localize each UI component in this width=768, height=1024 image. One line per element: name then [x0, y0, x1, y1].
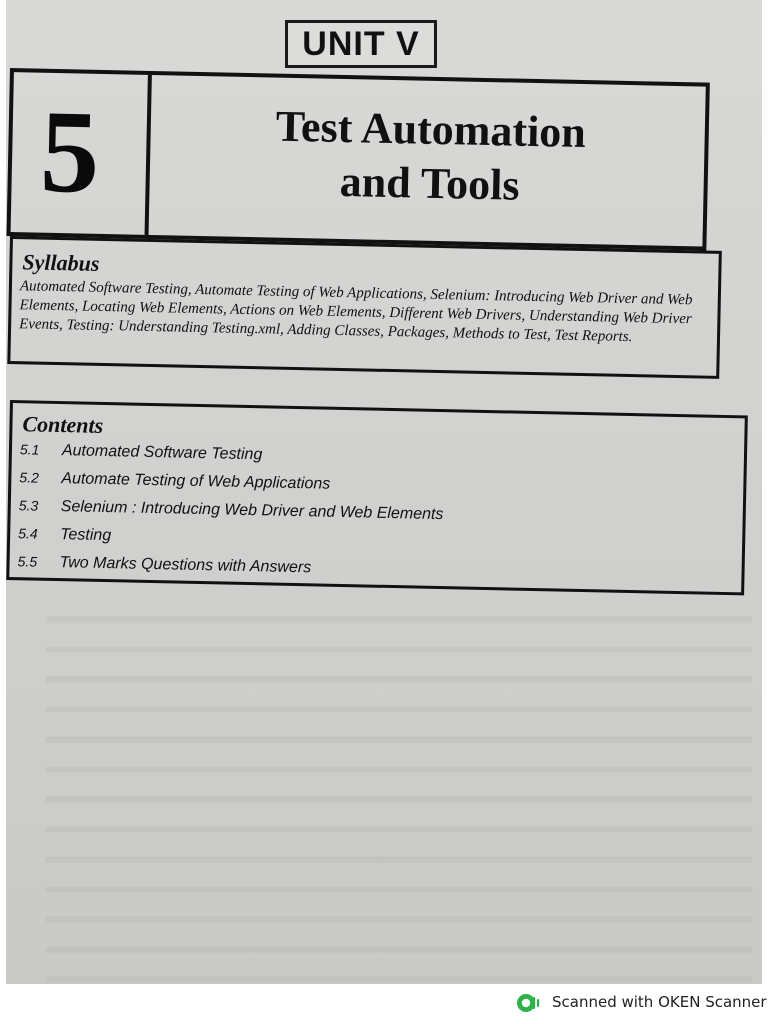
oken-scanner-logo-icon — [516, 992, 542, 1014]
unit-label: UNIT V — [302, 24, 420, 63]
syllabus-text: Automated Software Testing, Automate Testing of Web Applications, Selenium: Introducing Web Driver and Web Elements, Locating Web Elements, Actions on Web Elements, Different Web Drivers, Understanding Web Driver Events, Testing: Understanding Testing.xml, Adding Classes, Packages, Methods to Test, Test Reports. — [18, 278, 693, 346]
toc-item-label: Selenium : Introducing Web Driver and Web Elements — [60, 498, 444, 524]
toc-item-number: 5.2 — [19, 469, 40, 486]
toc-item-number: 5.3 — [18, 497, 39, 514]
chapter-title-box — [6, 68, 709, 251]
toc-item-label: Automate Testing of Web Applications — [61, 470, 331, 493]
chapter-title-line2: and Tools — [339, 156, 521, 210]
syllabus-box — [7, 236, 722, 379]
scanned-page — [6, 0, 762, 984]
toc-item-number: 5.1 — [19, 441, 40, 458]
contents-heading: Contents — [22, 411, 104, 438]
contents-box — [6, 400, 748, 595]
unit-label-box — [285, 20, 437, 68]
toc-item-number: 5.4 — [18, 525, 38, 542]
toc-item-number: 5.5 — [17, 553, 38, 570]
chapter-number: 5 — [38, 85, 101, 218]
chapter-title-panel — [145, 75, 706, 247]
chapter-title — [209, 98, 651, 215]
chapter-title-line1: Test Automation — [275, 101, 587, 158]
toc-item-label: Testing — [60, 526, 112, 545]
syllabus-heading: Syllabus — [22, 249, 100, 276]
bleed-through-text — [46, 600, 752, 984]
toc-item-label: Two Marks Questions with Answers — [59, 554, 312, 577]
scanner-watermark-text: Scanned with OKEN Scanner — [552, 993, 767, 1011]
toc-item-label: Automated Software Testing — [61, 442, 263, 464]
